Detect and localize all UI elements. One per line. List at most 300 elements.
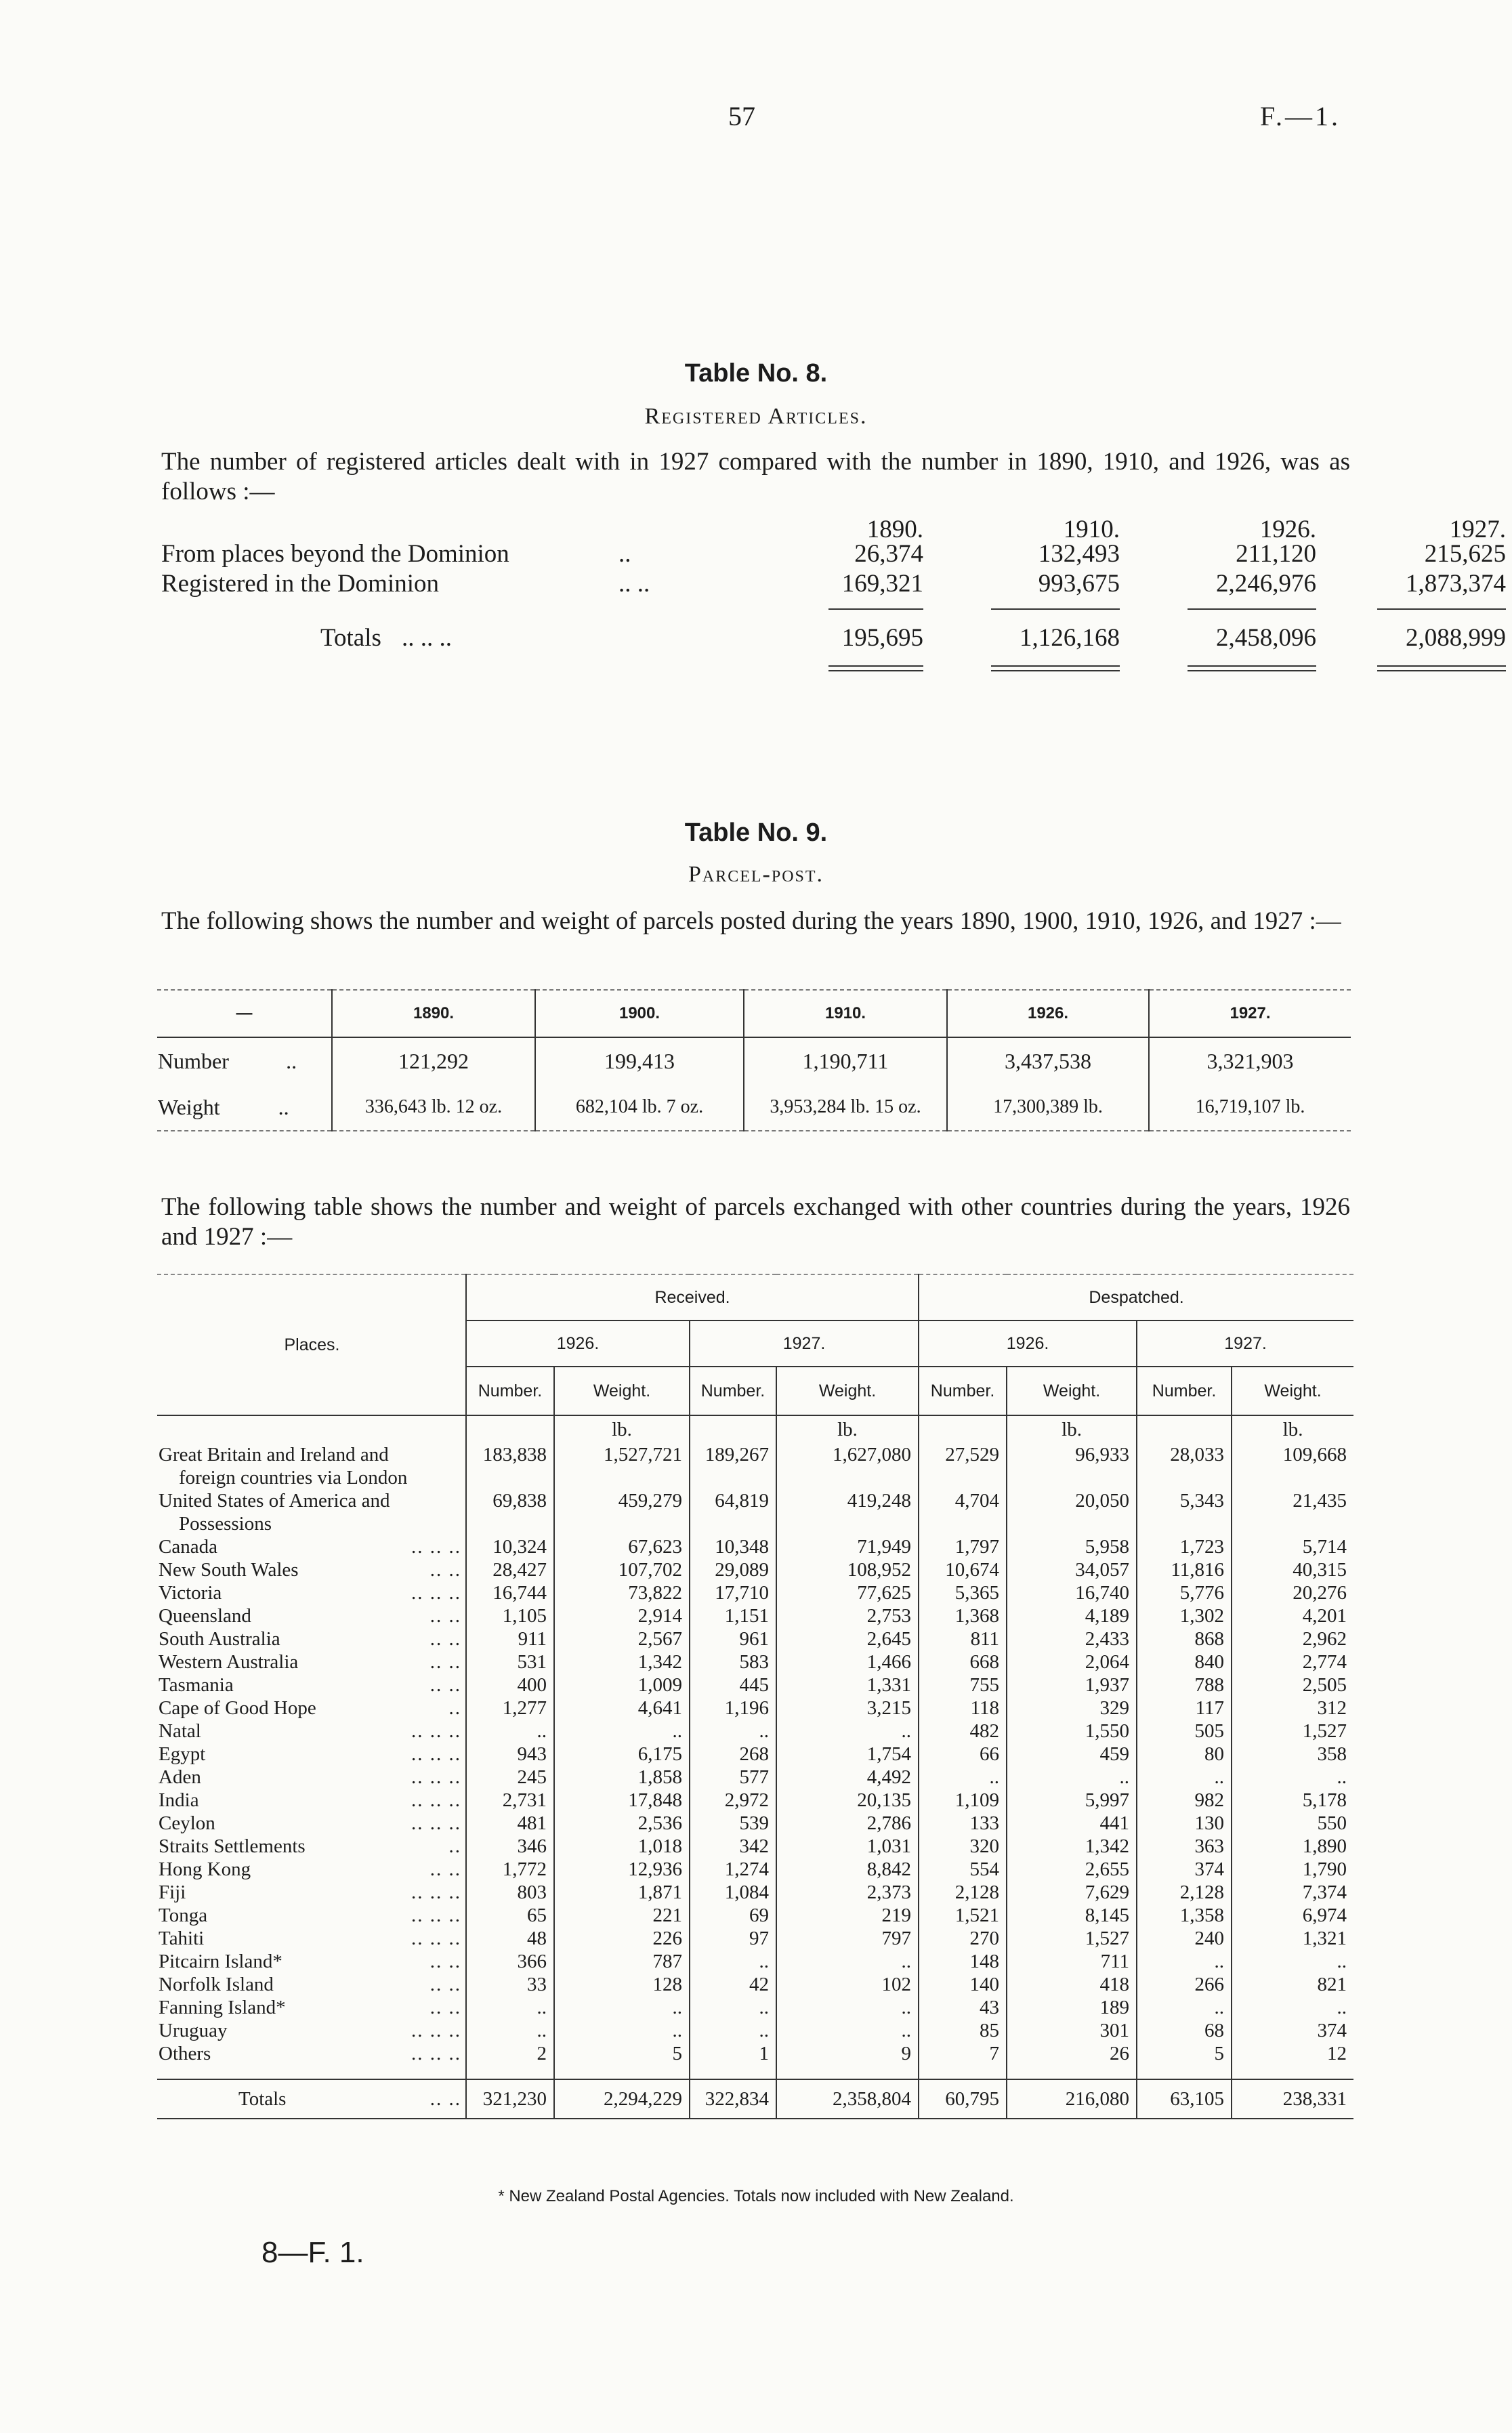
cell: 2,914 bbox=[554, 1604, 690, 1627]
cell: 1,723 bbox=[1137, 1535, 1232, 1558]
cell: 982 bbox=[1137, 1789, 1232, 1812]
spacer-cell bbox=[776, 2065, 919, 2079]
place-name bbox=[157, 1835, 466, 1858]
cell: 1,331 bbox=[776, 1673, 919, 1697]
cell: .. bbox=[1137, 1950, 1232, 1973]
total-cell: 2,088,999 bbox=[1406, 624, 1506, 652]
cell: .. bbox=[690, 1950, 776, 1973]
place-text: Natal bbox=[159, 1720, 201, 1742]
place-name bbox=[157, 1812, 466, 1835]
cell: 148 bbox=[919, 1950, 1007, 1973]
cell: 803 bbox=[466, 1881, 554, 1904]
weight-header: Weight. bbox=[776, 1367, 919, 1415]
cell: 3,321,903 bbox=[1149, 1037, 1351, 1084]
place-name bbox=[157, 1950, 466, 1973]
sum-rule bbox=[1377, 608, 1506, 610]
cell: 539 bbox=[690, 1812, 776, 1835]
cell: 2,128 bbox=[1137, 1881, 1232, 1904]
leader-dots: .. bbox=[448, 1697, 461, 1719]
cell: 2 bbox=[466, 2042, 554, 2065]
cell: 2,505 bbox=[1232, 1673, 1353, 1697]
place-name bbox=[157, 1558, 466, 1581]
cell: 48 bbox=[466, 1927, 554, 1950]
cell: 65 bbox=[466, 1904, 554, 1927]
cell: 8,145 bbox=[1007, 1904, 1137, 1927]
place-text: Cape of Good Hope bbox=[159, 1697, 316, 1719]
total-cell: 216,080 bbox=[1007, 2079, 1137, 2119]
leader-dots: .. .. .. bbox=[411, 1881, 461, 1903]
cell: 7,629 bbox=[1007, 1881, 1137, 1904]
leader-dots: .. .. .. bbox=[411, 1743, 461, 1765]
number-header: Number. bbox=[1137, 1367, 1232, 1415]
cell: 68 bbox=[1137, 2019, 1232, 2042]
cell: 7,374 bbox=[1232, 1881, 1353, 1904]
cell: 85 bbox=[919, 2019, 1007, 2042]
cell: 133 bbox=[919, 1812, 1007, 1835]
cell: 12,936 bbox=[554, 1858, 690, 1881]
leader-dots: .. .. bbox=[429, 1628, 461, 1650]
cell: 2,645 bbox=[776, 1627, 919, 1650]
spacer-cell bbox=[1232, 2065, 1353, 2079]
cell: .. bbox=[1137, 1996, 1232, 2019]
table9-title: Table No. 9. bbox=[684, 818, 828, 847]
leader-dots: .. bbox=[286, 1048, 297, 1073]
cell: 797 bbox=[776, 1927, 919, 1950]
row-label-text: Weight bbox=[158, 1094, 220, 1119]
units-spacer bbox=[919, 1415, 1007, 1443]
place-text: Western Australia bbox=[159, 1651, 299, 1673]
place-name bbox=[157, 2019, 466, 2042]
cell: 10,348 bbox=[690, 1535, 776, 1558]
weight-header: Weight. bbox=[554, 1367, 690, 1415]
place-text: Uruguay bbox=[159, 2020, 228, 2041]
cell: 312 bbox=[1232, 1697, 1353, 1720]
leader-dots: .. .. .. bbox=[411, 1812, 461, 1834]
cell: 1,196 bbox=[690, 1697, 776, 1720]
cell: 755 bbox=[919, 1673, 1007, 1697]
cell: 441 bbox=[1007, 1812, 1137, 1835]
cell: 27,529 bbox=[919, 1443, 1007, 1489]
cell: 336,643 lb. 12 oz. bbox=[332, 1084, 535, 1131]
place-text: Queensland bbox=[159, 1605, 251, 1627]
place-text: Canada bbox=[159, 1536, 217, 1558]
cell: 26 bbox=[1007, 2042, 1137, 2065]
cell: 12 bbox=[1232, 2042, 1353, 2065]
cell: 1,018 bbox=[554, 1835, 690, 1858]
table9-intro: The following shows the number and weight of parcels posted during the years 1890, 1900, 1910, 1926, and 1927 :— bbox=[161, 907, 1341, 935]
table-row bbox=[157, 1581, 1353, 1604]
leader-dots: .. .. bbox=[429, 1605, 461, 1627]
year-header: 1926. bbox=[947, 990, 1149, 1037]
cell: .. bbox=[1137, 1766, 1232, 1789]
cell: 1,754 bbox=[776, 1743, 919, 1766]
cell: 1,274 bbox=[690, 1858, 776, 1881]
leader-dots: .. .. .. bbox=[411, 1789, 461, 1811]
table-row bbox=[161, 569, 1506, 600]
total-cell: 321,230 bbox=[466, 2079, 554, 2119]
place-text: Tahiti bbox=[159, 1928, 205, 1949]
year-header: 1927. bbox=[1149, 990, 1351, 1037]
cell: 71,949 bbox=[776, 1535, 919, 1558]
cell: 342 bbox=[690, 1835, 776, 1858]
table9-subtitle: Parcel-post. bbox=[688, 862, 824, 887]
cell: 1,342 bbox=[1007, 1835, 1137, 1858]
cell: 1,890 bbox=[1232, 1835, 1353, 1858]
spacer-cell bbox=[554, 2065, 690, 2079]
cell: 1,368 bbox=[919, 1604, 1007, 1627]
cell: 117 bbox=[1137, 1697, 1232, 1720]
total-cell: 2,358,804 bbox=[776, 2079, 919, 2119]
place-text-continued: Possessions bbox=[179, 1513, 272, 1535]
cell: 374 bbox=[1137, 1858, 1232, 1881]
cell: 3,215 bbox=[776, 1697, 919, 1720]
cell: 711 bbox=[1007, 1950, 1137, 1973]
year-header: 1910. bbox=[1063, 516, 1120, 543]
cell: 10,674 bbox=[919, 1558, 1007, 1581]
cell: 1,109 bbox=[919, 1789, 1007, 1812]
cell: 21,435 bbox=[1232, 1489, 1353, 1535]
cell: 43 bbox=[919, 1996, 1007, 2019]
cell: 5,776 bbox=[1137, 1581, 1232, 1604]
cell: 301 bbox=[1007, 2019, 1137, 2042]
table-row bbox=[157, 1627, 1353, 1650]
cell: 1,937 bbox=[1007, 1673, 1137, 1697]
total-cell: 2,294,229 bbox=[554, 2079, 690, 2119]
cell: 1,550 bbox=[1007, 1720, 1137, 1743]
unit-label: lb. bbox=[776, 1415, 919, 1443]
cell: 109,668 bbox=[1232, 1443, 1353, 1489]
cell: 840 bbox=[1137, 1650, 1232, 1673]
cell: 868 bbox=[1137, 1627, 1232, 1650]
cell: 1,321 bbox=[1232, 1927, 1353, 1950]
cell: 2,753 bbox=[776, 1604, 919, 1627]
table-row bbox=[161, 539, 1506, 570]
parcel-post-table bbox=[157, 989, 1351, 1131]
cell: 20,276 bbox=[1232, 1581, 1353, 1604]
cell: 1,190,711 bbox=[744, 1037, 947, 1084]
year-header: 1910. bbox=[744, 990, 947, 1037]
table-row bbox=[157, 1973, 1353, 1996]
year-header: 1900. bbox=[535, 990, 744, 1037]
cell: 189,267 bbox=[690, 1443, 776, 1489]
leader-dots: .. .. bbox=[429, 1651, 461, 1673]
total-cell: 1,126,168 bbox=[1020, 624, 1120, 652]
place-name bbox=[157, 1697, 466, 1720]
table-row bbox=[157, 2042, 1353, 2065]
cell: 34,057 bbox=[1007, 1558, 1137, 1581]
place-name bbox=[157, 1973, 466, 1996]
cell: 320 bbox=[919, 1835, 1007, 1858]
cell: 140 bbox=[919, 1973, 1007, 1996]
table-row bbox=[157, 1535, 1353, 1558]
place-text: Hong Kong bbox=[159, 1858, 251, 1880]
cell: 1,151 bbox=[690, 1604, 776, 1627]
cell: 811 bbox=[919, 1627, 1007, 1650]
parcel-exchange-table bbox=[157, 1274, 1353, 2119]
cell: 1,031 bbox=[776, 1835, 919, 1858]
cell: 245 bbox=[466, 1766, 554, 1789]
cell: 211,120 bbox=[1236, 540, 1316, 568]
cell: 6,175 bbox=[554, 1743, 690, 1766]
leader-dots: .. .. .. bbox=[411, 1766, 461, 1788]
cell: 1,277 bbox=[466, 1697, 554, 1720]
cell: 1,302 bbox=[1137, 1604, 1232, 1627]
place-name bbox=[157, 1720, 466, 1743]
corner-dash: — bbox=[236, 1004, 253, 1022]
table-row bbox=[157, 1720, 1353, 1743]
cell: 9 bbox=[776, 2042, 919, 2065]
cell: .. bbox=[776, 1996, 919, 2019]
cell: 97 bbox=[690, 1927, 776, 1950]
cell: 5,997 bbox=[1007, 1789, 1137, 1812]
cell: .. bbox=[1232, 1766, 1353, 1789]
cell: 2,128 bbox=[919, 1881, 1007, 1904]
cell: 16,744 bbox=[466, 1581, 554, 1604]
units-spacer bbox=[690, 1415, 776, 1443]
cell: 459,279 bbox=[554, 1489, 690, 1535]
cell: 363 bbox=[1137, 1835, 1232, 1858]
table-row bbox=[157, 2019, 1353, 2042]
cell: .. bbox=[554, 1996, 690, 2019]
places-header-text: Places. bbox=[284, 1335, 340, 1354]
cell: 788 bbox=[1137, 1673, 1232, 1697]
table-row bbox=[157, 1084, 1351, 1131]
leader-dots: .. .. bbox=[429, 1559, 461, 1581]
table-row bbox=[157, 1443, 1353, 1489]
year-header: 1926. bbox=[1259, 516, 1316, 543]
cell: 268 bbox=[690, 1743, 776, 1766]
cell: 459 bbox=[1007, 1743, 1137, 1766]
cell: .. bbox=[554, 2019, 690, 2042]
place-name bbox=[157, 1996, 466, 2019]
year-header: 1890. bbox=[332, 990, 535, 1037]
leader-dots: .. .. bbox=[429, 1974, 461, 1995]
cell: 787 bbox=[554, 1950, 690, 1973]
cell: 28,033 bbox=[1137, 1443, 1232, 1489]
cell: 6,974 bbox=[1232, 1904, 1353, 1927]
cell: 346 bbox=[466, 1835, 554, 1858]
cell: 2,567 bbox=[554, 1627, 690, 1650]
unit-label: lb. bbox=[554, 1415, 690, 1443]
table-row bbox=[157, 1927, 1353, 1950]
table8-subtitle: Registered Articles. bbox=[644, 404, 868, 429]
footnote: * New Zealand Postal Agencies. Totals now included with New Zealand. bbox=[498, 2187, 1014, 2205]
table-row bbox=[157, 1650, 1353, 1673]
cell: 7 bbox=[919, 2042, 1007, 2065]
cell: 2,655 bbox=[1007, 1858, 1137, 1881]
cell: 5,958 bbox=[1007, 1535, 1137, 1558]
leader-dots: .. .. .. bbox=[411, 2043, 461, 2064]
year-header: 1890. bbox=[866, 516, 923, 543]
place-text: Tonga bbox=[159, 1905, 208, 1926]
table-row bbox=[157, 1835, 1353, 1858]
place-name bbox=[157, 2042, 466, 2065]
spacer-row bbox=[157, 2065, 1353, 2079]
sheet-mark: 8—F. 1. bbox=[261, 2236, 364, 2269]
place-name bbox=[157, 1904, 466, 1927]
totals-label: Totals bbox=[320, 624, 381, 652]
place-name bbox=[157, 1743, 466, 1766]
cell: 102 bbox=[776, 1973, 919, 1996]
place-text: Egypt bbox=[159, 1743, 206, 1765]
cell: .. bbox=[1232, 1950, 1353, 1973]
place-text: Aden bbox=[159, 1766, 201, 1788]
table-row bbox=[157, 1697, 1353, 1720]
cell: 77,625 bbox=[776, 1581, 919, 1604]
place-text: New South Wales bbox=[159, 1559, 299, 1581]
place-name bbox=[157, 1927, 466, 1950]
cell: 5,714 bbox=[1232, 1535, 1353, 1558]
total-rule bbox=[1188, 665, 1316, 671]
total-cell: 322,834 bbox=[690, 2079, 776, 2119]
table-row bbox=[157, 1996, 1353, 2019]
cell: .. bbox=[466, 1996, 554, 2019]
cell: 1,858 bbox=[554, 1766, 690, 1789]
cell: 1,358 bbox=[1137, 1904, 1232, 1927]
place-text: Pitcairn Island* bbox=[159, 1951, 282, 1972]
cell: 183,838 bbox=[466, 1443, 554, 1489]
leader-dots: .. .. .. bbox=[411, 1905, 461, 1926]
place-text: Great Britain and Ireland and bbox=[159, 1444, 389, 1465]
cell: 1,342 bbox=[554, 1650, 690, 1673]
cell: 17,710 bbox=[690, 1581, 776, 1604]
cell: 481 bbox=[466, 1812, 554, 1835]
leader-dots: .. .. .. bbox=[411, 1582, 461, 1604]
year-header: 1927. bbox=[1449, 516, 1506, 543]
places-header bbox=[157, 1274, 466, 1415]
cell: 1,009 bbox=[554, 1673, 690, 1697]
cell: 1,527 bbox=[1232, 1720, 1353, 1743]
cell: 5,178 bbox=[1232, 1789, 1353, 1812]
cell: .. bbox=[1232, 1996, 1353, 2019]
cell: 108,952 bbox=[776, 1558, 919, 1581]
cell: 374 bbox=[1232, 2019, 1353, 2042]
cell: 668 bbox=[919, 1650, 1007, 1673]
despatched-header: Despatched. bbox=[919, 1274, 1353, 1321]
cell: 33 bbox=[466, 1973, 554, 1996]
cell: 1,797 bbox=[919, 1535, 1007, 1558]
table8-title: Table No. 8. bbox=[684, 359, 828, 388]
cell: 16,740 bbox=[1007, 1581, 1137, 1604]
cell: 96,933 bbox=[1007, 1443, 1137, 1489]
cell: 73,822 bbox=[554, 1581, 690, 1604]
leader-dots: .. .. bbox=[618, 570, 650, 598]
leader-dots: .. .. bbox=[429, 2088, 461, 2110]
cell: 911 bbox=[466, 1627, 554, 1650]
leader-dots: .. .. bbox=[429, 1858, 461, 1880]
cell: 961 bbox=[690, 1627, 776, 1650]
cell: 20,050 bbox=[1007, 1489, 1137, 1535]
cell: 3,437,538 bbox=[947, 1037, 1149, 1084]
total-cell: 195,695 bbox=[841, 624, 923, 652]
cell: 5 bbox=[554, 2042, 690, 2065]
cell: 583 bbox=[690, 1650, 776, 1673]
place-name bbox=[157, 1858, 466, 1881]
cell: 240 bbox=[1137, 1927, 1232, 1950]
place-name bbox=[157, 1881, 466, 1904]
units-spacer bbox=[466, 1415, 554, 1443]
cell: 482 bbox=[919, 1720, 1007, 1743]
total-rule bbox=[991, 665, 1120, 671]
weight-header: Weight. bbox=[1007, 1367, 1137, 1415]
place-text: Others bbox=[159, 2043, 211, 2064]
cell: 4,492 bbox=[776, 1766, 919, 1789]
place-name bbox=[157, 1789, 466, 1812]
place-text: Totals bbox=[238, 2088, 287, 2110]
table-row bbox=[157, 1489, 1353, 1535]
place-text: Fiji bbox=[159, 1881, 186, 1903]
totals-row bbox=[161, 623, 1506, 654]
cell: 1,084 bbox=[690, 1881, 776, 1904]
cell: .. bbox=[690, 2019, 776, 2042]
cell: 226 bbox=[554, 1927, 690, 1950]
cell: 577 bbox=[690, 1766, 776, 1789]
year-header: 1927. bbox=[690, 1321, 919, 1367]
table-row bbox=[157, 1743, 1353, 1766]
cell: 505 bbox=[1137, 1720, 1232, 1743]
year-header: 1927. bbox=[1137, 1321, 1353, 1367]
total-cell: 60,795 bbox=[919, 2079, 1007, 2119]
place-text: India bbox=[159, 1789, 199, 1811]
cell: 2,962 bbox=[1232, 1627, 1353, 1650]
cell: 1,527 bbox=[1007, 1927, 1137, 1950]
row-label bbox=[157, 1084, 332, 1131]
table-row bbox=[157, 1812, 1353, 1835]
cell: 128 bbox=[554, 1973, 690, 1996]
cell: 66 bbox=[919, 1743, 1007, 1766]
cell: 130 bbox=[1137, 1812, 1232, 1835]
sum-rule bbox=[991, 608, 1120, 610]
cell: .. bbox=[466, 1720, 554, 1743]
cell: 189 bbox=[1007, 1996, 1137, 2019]
cell: 554 bbox=[919, 1858, 1007, 1881]
table-row bbox=[157, 1904, 1353, 1927]
cell: 2,433 bbox=[1007, 1627, 1137, 1650]
leader-dots: .. .. bbox=[429, 1674, 461, 1696]
cell: .. bbox=[1007, 1766, 1137, 1789]
cell: 1,873,374 bbox=[1406, 570, 1506, 598]
cell: 2,774 bbox=[1232, 1650, 1353, 1673]
units-spacer bbox=[1137, 1415, 1232, 1443]
year-header: 1926. bbox=[466, 1321, 690, 1367]
leader-dots: .. bbox=[618, 540, 631, 568]
total-cell: 63,105 bbox=[1137, 2079, 1232, 2119]
cell: 3,953,284 lb. 15 oz. bbox=[744, 1084, 947, 1131]
totals-row bbox=[157, 2079, 1353, 2119]
cell: 1,871 bbox=[554, 1881, 690, 1904]
cell: 64,819 bbox=[690, 1489, 776, 1535]
place-text: Norfolk Island bbox=[159, 1974, 274, 1995]
cell: 445 bbox=[690, 1673, 776, 1697]
leader-dots: .. .. .. bbox=[411, 2020, 461, 2041]
units-spacer bbox=[157, 1415, 466, 1443]
row-label bbox=[157, 1037, 332, 1084]
received-header: Received. bbox=[466, 1274, 919, 1321]
cell: 4,641 bbox=[554, 1697, 690, 1720]
cell: 1,105 bbox=[466, 1604, 554, 1627]
cell: 199,413 bbox=[535, 1037, 744, 1084]
table-row bbox=[157, 1558, 1353, 1581]
place-text: Fanning Island* bbox=[159, 1997, 286, 2018]
leader-dots: .. bbox=[448, 1835, 461, 1857]
cell: 69 bbox=[690, 1904, 776, 1927]
cell: 2,373 bbox=[776, 1881, 919, 1904]
document-reference: F.—1. bbox=[1260, 101, 1341, 131]
place-text: Victoria bbox=[159, 1582, 222, 1604]
cell: 42 bbox=[690, 1973, 776, 1996]
sum-rule bbox=[828, 608, 923, 610]
cell: 28,427 bbox=[466, 1558, 554, 1581]
